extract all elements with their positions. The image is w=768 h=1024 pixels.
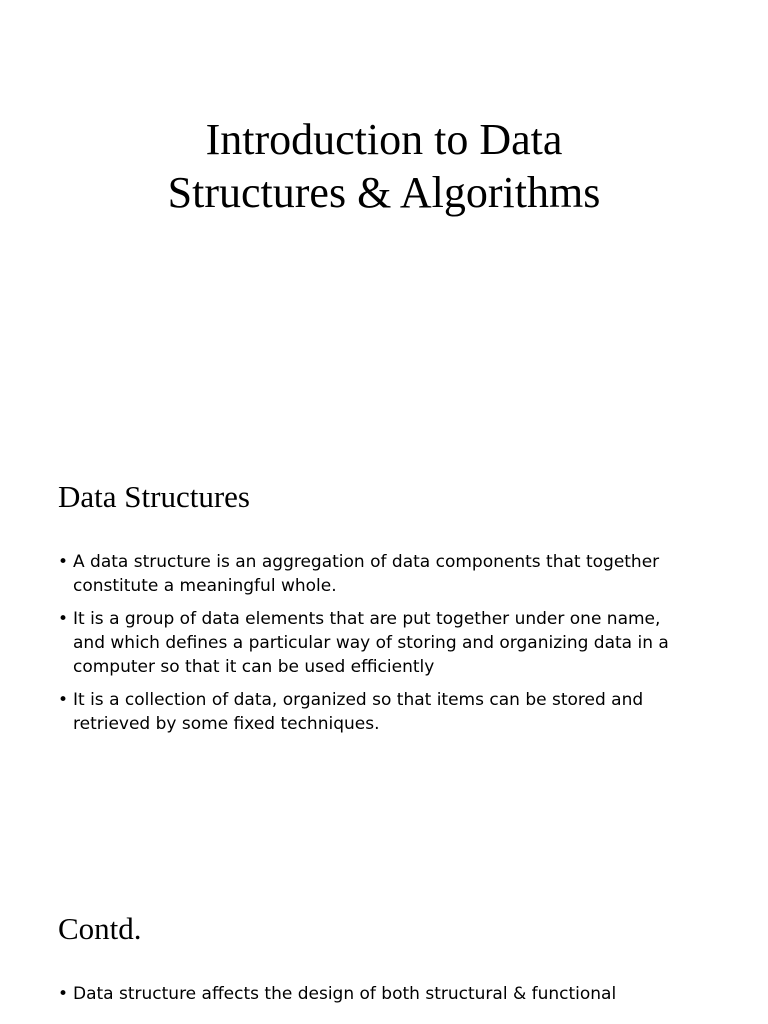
title-slide (0, 0, 768, 432)
bullet-line: A data structure is an aggregation of data components that together (73, 552, 660, 572)
slide-title-line: Introduction to Data (205, 115, 563, 164)
bullet-text (73, 607, 718, 679)
bullet-dot-icon: • (58, 552, 69, 572)
bullet-line: constitute a meaningful whole. (73, 576, 337, 596)
bullet-line: retrieved by some fixed techniques. (73, 714, 380, 734)
bullet-item (58, 982, 718, 1006)
bullet-text (73, 688, 718, 736)
bullet-line: It is a collection of data, organized so that items can be stored and (73, 690, 644, 710)
bullet-dot-icon: • (58, 609, 69, 629)
bullet-dot-icon: • (58, 984, 69, 1004)
data-structures-slide (0, 432, 768, 864)
contd-slide (0, 864, 768, 1024)
bullet-item (58, 688, 718, 736)
bullet-line: It is a group of data elements that are put together under one name, (73, 609, 661, 629)
bullet-list (58, 550, 718, 745)
bullet-line: and which defines a particular way of storing and organizing data in a (73, 633, 669, 653)
bullet-text (73, 550, 718, 598)
slide-heading: Contd. (58, 911, 142, 946)
bullet-item (58, 550, 718, 598)
slide-title (0, 113, 768, 219)
slide-heading: Data Structures (58, 479, 250, 514)
bullet-text (73, 982, 718, 1006)
bullet-line: Data structure affects the design of both structural & functional (73, 984, 617, 1004)
bullet-list (58, 982, 718, 1015)
bullet-line: computer so that it can be used efficiently (73, 657, 435, 677)
bullet-item (58, 607, 718, 679)
slide-title-line: Structures & Algorithms (167, 168, 601, 217)
bullet-dot-icon: • (58, 690, 69, 710)
